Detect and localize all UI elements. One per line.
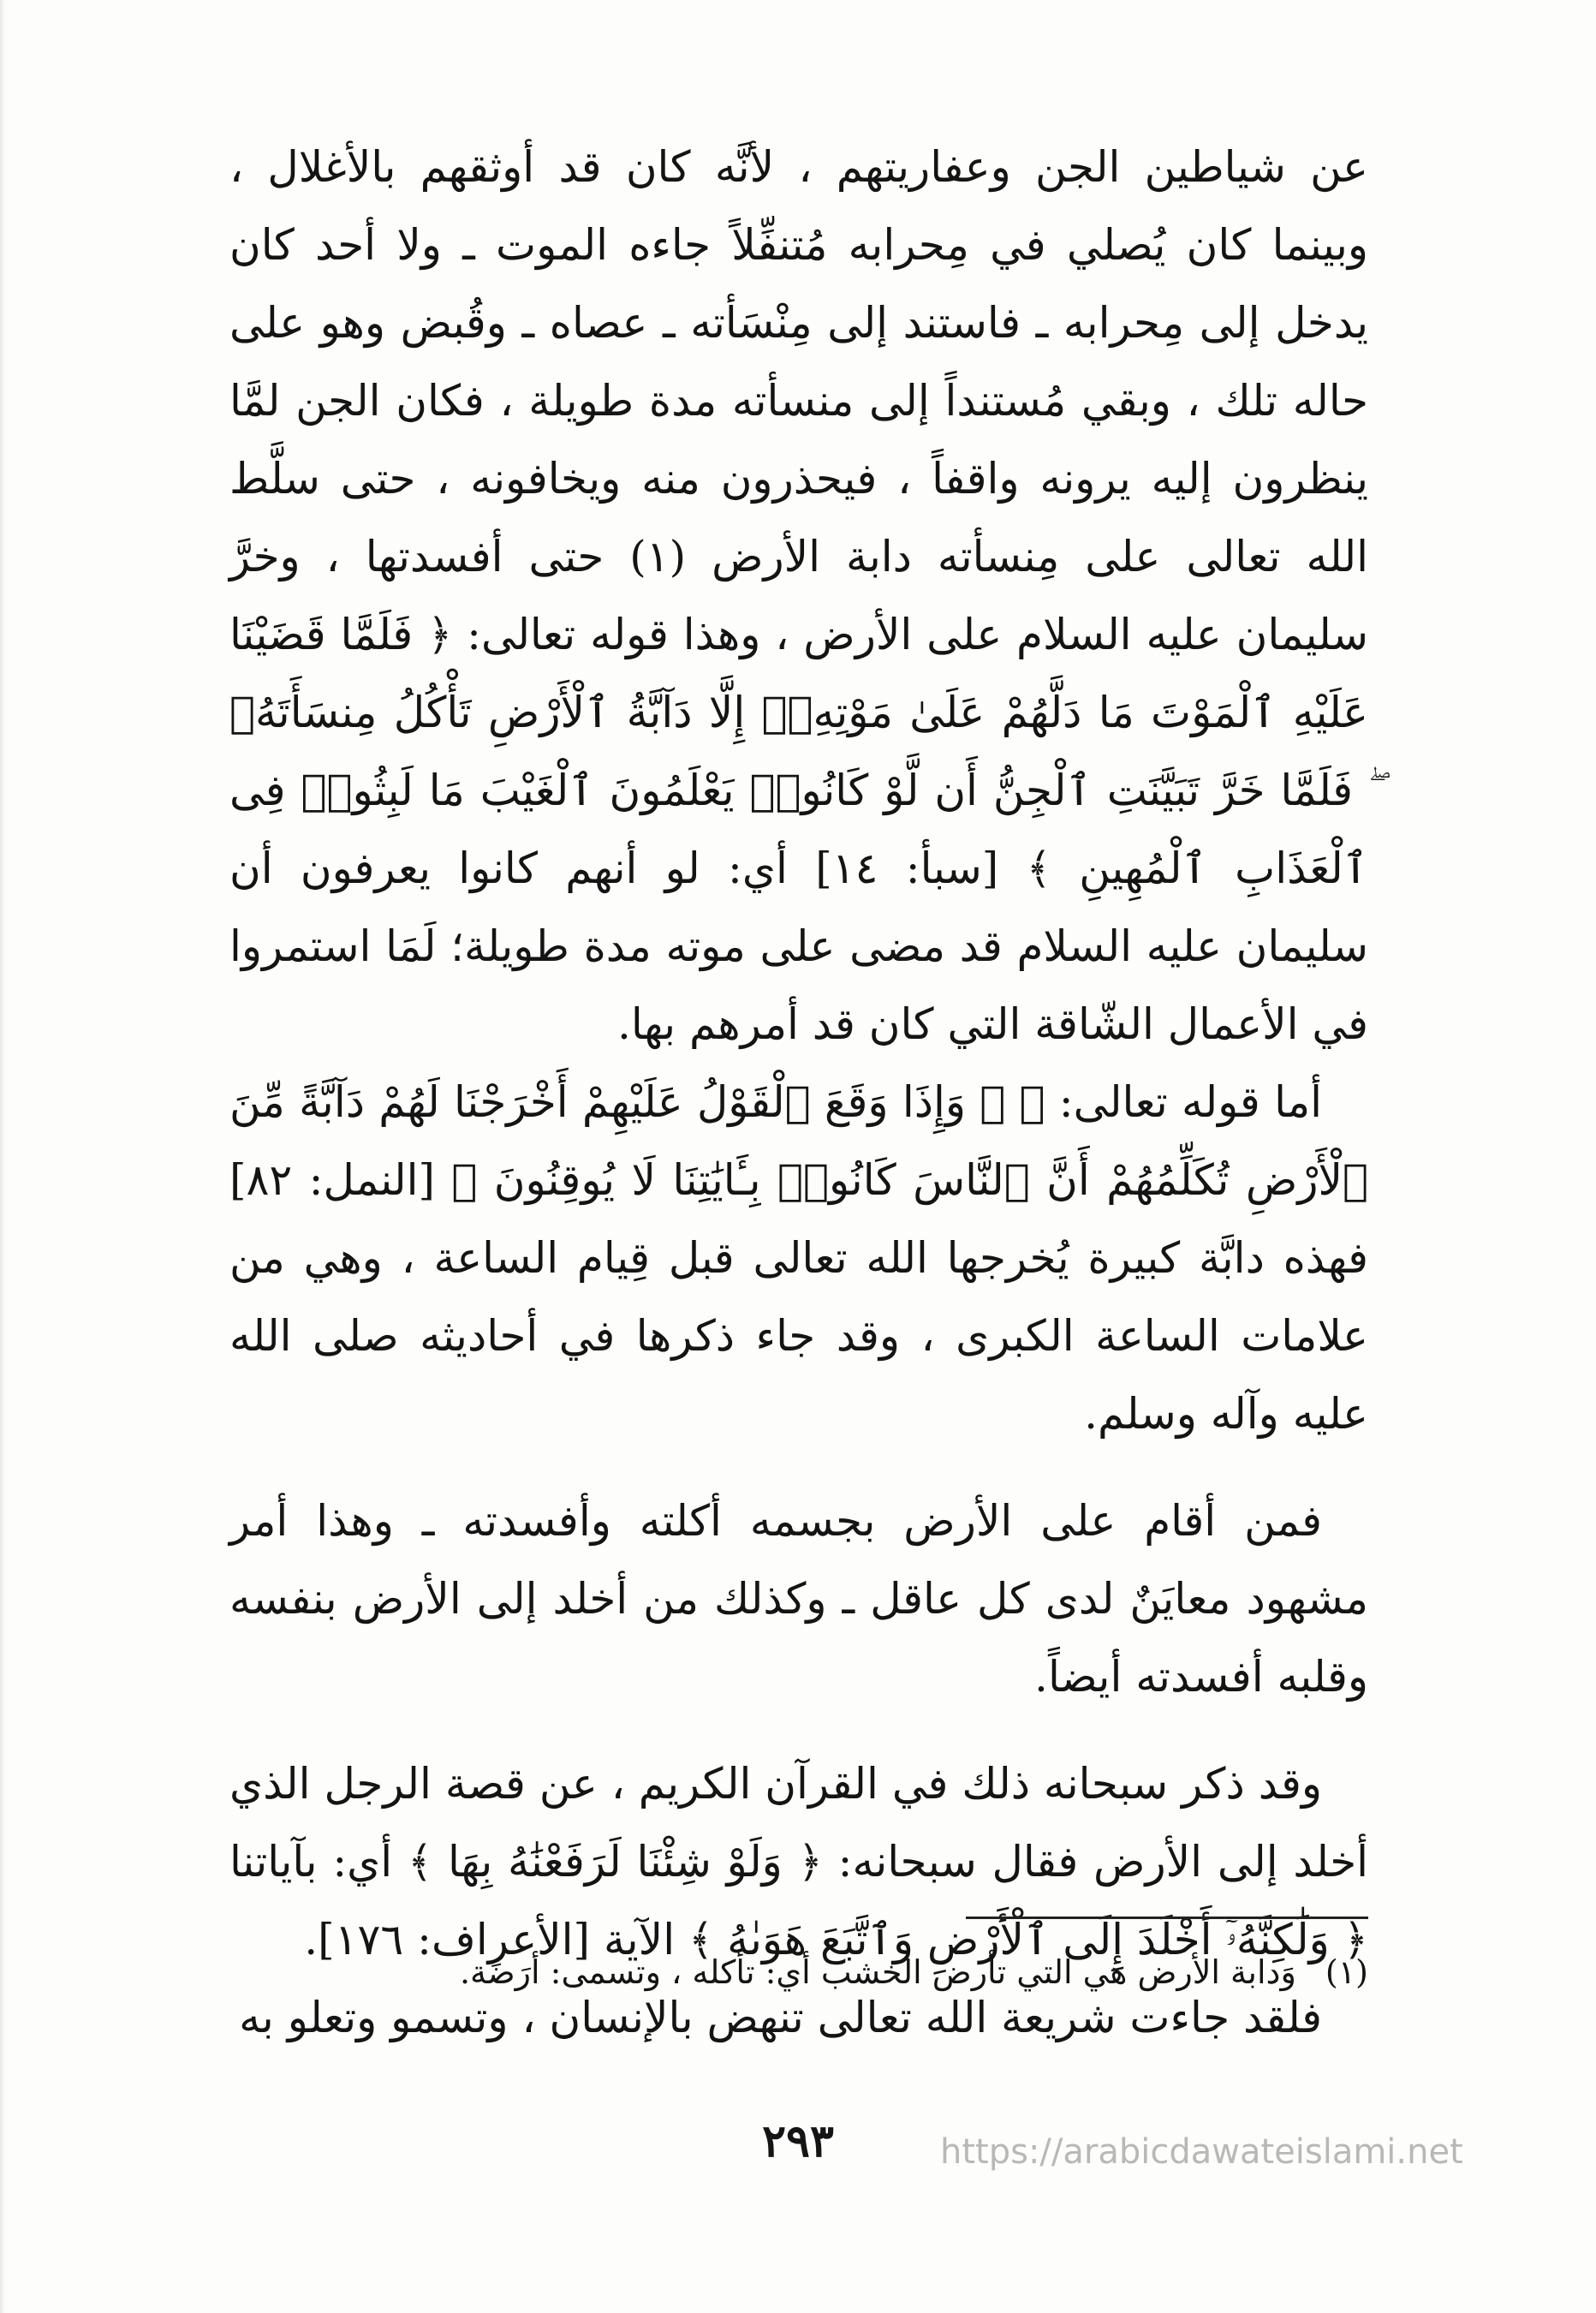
paragraph-1: عن شياطين الجن وعفاريتهم ، لأنَّه كان قد أوثقهم بالأغلال ، وبينما كان يُصلي في مِحرابه مُتنفِّلاً جاءه الموت ـ ولا أحد كان يدخل إلى مِحرابه ـ فاستند إلى مِنْسَأته ـ عصاه ـ وقُبض وهو على حاله تلك ، وبقي مُستنداً إلى منسأته مدة طويلة ، فكان الجن لمَّا ينظرون إليه يرونه واقفاً ، فيحذرون منه ويخافونه ، حتى سلَّط الله تعالى على مِنسأته دابة الأرض (١) حتى أفسدتها ، وخرَّ سليمان عليه السلام على الأرض ، وهذا قوله تعالى: ﴿ فَلَمَّا قَضَيْنَا عَلَيْهِ ٱلْمَوْتَ مَا دَلَّهُمْ عَلَىٰ مَوْتِهِۦٓ إِلَّا دَآبَّةُ ٱلْأَرْضِ تَأْكُلُ مِنسَأَتَهُۥ ۖ فَلَمَّا خَرَّ تَبَيَّنَتِ ٱلْجِنُّ أَن لَّوْ كَانُوا۟ يَعْلَمُونَ ٱلْغَيْبَ مَا لَبِثُوا۟ فِى ٱلْعَذَابِ ٱلْمُهِينِ ﴾ [سبأ: ١٤] أي: لو أنهم كانوا يعرفون أن سليمان عليه السلام قد مضى على موته مدة طويلة؛ لَمَا استمروا في الأعمال الشّاقة التي كان قد أمرهم بها. — [229, 142, 1368, 1049]
footnote-divider — [966, 1917, 1368, 1919]
page-number: ٢٩٣ — [762, 2115, 834, 2167]
scan-edge — [0, 0, 5, 2313]
paragraph-3: فمن أقام على الأرض بجسمه أكلته وأفسدته ـ وهذا أمر مشهود معايَنٌ لدى كل عاقل ـ وكذلك من أخلد إلى الأرض بنفسه وقلبه أفسدته أيضاً. — [229, 1496, 1368, 1702]
paragraph-2: أما قوله تعالى: ﴿ ۞ وَإِذَا وَقَعَ ٱلْقَوْلُ عَلَيْهِمْ أَخْرَجْنَا لَهُمْ دَآبَّةً مِّنَ ٱلْأَرْضِ تُكَلِّمُهُمْ أَنَّ ٱلنَّاسَ كَانُوا۟ بِـَٔايَٰتِنَا لَا يُوقِنُونَ ﴾ [النمل: ٨٢] فهذه دابَّة كبيرة يُخرجها الله تعالى قبل قِيام الساعة ، وهي من علامات الساعة الكبرى ، وقد جاء ذكرها في أحاديثه صلى الله عليه وآله وسلم. — [229, 1077, 1368, 1439]
footnote-number: (١) — [1325, 1953, 1368, 1991]
paragraph-5: فلقد جاءت شريعة الله تعالى تنهض بالإنسان ، وتسمو وتعلو به — [239, 1993, 1322, 2042]
body-text — [229, 128, 1368, 2057]
paragraph-4: وقد ذكر سبحانه ذلك في القرآن الكريم ، عن قصة الرجل الذي أخلد إلى الأرض فقال سبحانه: ﴿ وَلَوْ شِئْنَا لَرَفَعْنَٰهُ بِهَا ﴾ أي: بآياتنا ﴿ وَلَٰكِنَّهُۥٓ أَخْلَدَ إِلَى ٱلْأَرْضِ وَٱتَّبَعَ هَوَىٰهُ ﴾ الآية [الأعراف: ١٧٦]. — [229, 1759, 1368, 1964]
footnote — [229, 1946, 1368, 1999]
footnote-text: وَدابة الأرض هي التي تأرض الخشب أي: تأكله ، وتسمى: أرَضَة. — [459, 1953, 1296, 1991]
watermark-url: https://arabicdawateislami.net — [940, 2132, 1463, 2172]
